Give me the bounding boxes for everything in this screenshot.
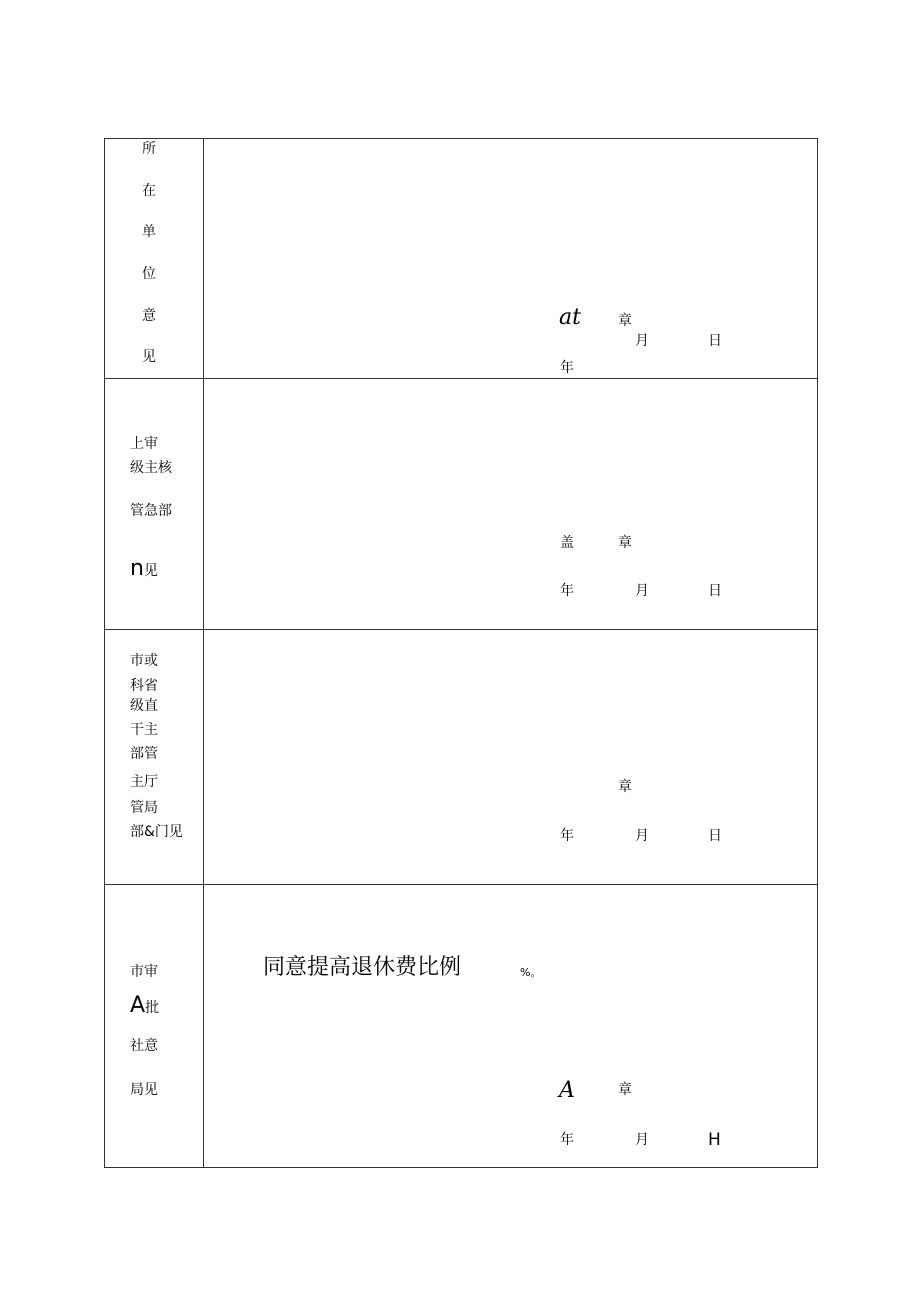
approval-form-table	[104, 138, 818, 1168]
date-month: 月	[635, 1132, 649, 1148]
label-line: 上审	[130, 436, 158, 452]
date-day: 日	[708, 828, 722, 844]
label-char: 在	[142, 183, 156, 199]
label-line: 级直	[130, 698, 158, 714]
date-year: 年	[560, 583, 574, 599]
stamp-char: 章	[618, 313, 632, 329]
date-year: 年	[560, 1132, 574, 1148]
approval-percent-suffix: %。	[520, 966, 542, 979]
date-year: 年	[560, 828, 574, 844]
label-text: 见	[143, 563, 158, 579]
label-char: 所	[142, 141, 156, 157]
date-day: 日	[708, 583, 722, 599]
stamp-mark: at	[559, 305, 581, 330]
label-line: 社意	[130, 1038, 158, 1054]
label-glyph: A	[130, 993, 146, 1018]
date-month: 月	[635, 333, 649, 349]
stamp-char: 章	[618, 779, 632, 795]
date-day: 日	[708, 333, 722, 349]
row-divider	[104, 629, 818, 630]
label-line: 科省	[130, 678, 158, 694]
column-divider	[203, 138, 204, 1168]
label-line: 市审	[130, 964, 158, 980]
row-divider	[104, 378, 818, 379]
date-month: 月	[635, 583, 649, 599]
approval-statement: 同意提高退休费比例	[263, 955, 462, 980]
label-line: 市或	[130, 653, 158, 669]
label-line: 级主核	[130, 460, 172, 476]
date-month: 月	[635, 828, 649, 844]
label-line	[130, 557, 158, 581]
row-divider	[104, 884, 818, 885]
label-line: 干主	[130, 722, 158, 738]
stamp-mark: A	[559, 1078, 575, 1103]
label-line: 主厅	[130, 774, 158, 790]
date-year: 年	[560, 360, 574, 376]
stamp-left-char: 盖	[560, 535, 574, 551]
label-char: 见	[142, 349, 156, 365]
label-line: 部管	[130, 746, 158, 762]
label-char: 位	[142, 266, 156, 282]
label-glyph: n	[130, 556, 144, 581]
label-line: 管局	[130, 800, 158, 816]
stamp-char: 章	[618, 1082, 632, 1098]
label-char: 单	[142, 224, 156, 240]
date-day: H	[708, 1130, 721, 1150]
label-line	[130, 994, 159, 1018]
label-line: 管急部	[130, 503, 172, 519]
label-line: 部&门见	[130, 824, 183, 840]
stamp-char: 章	[618, 535, 632, 551]
label-line: 局见	[130, 1082, 158, 1098]
label-text: 批	[145, 1000, 160, 1016]
label-char: 意	[142, 308, 156, 324]
